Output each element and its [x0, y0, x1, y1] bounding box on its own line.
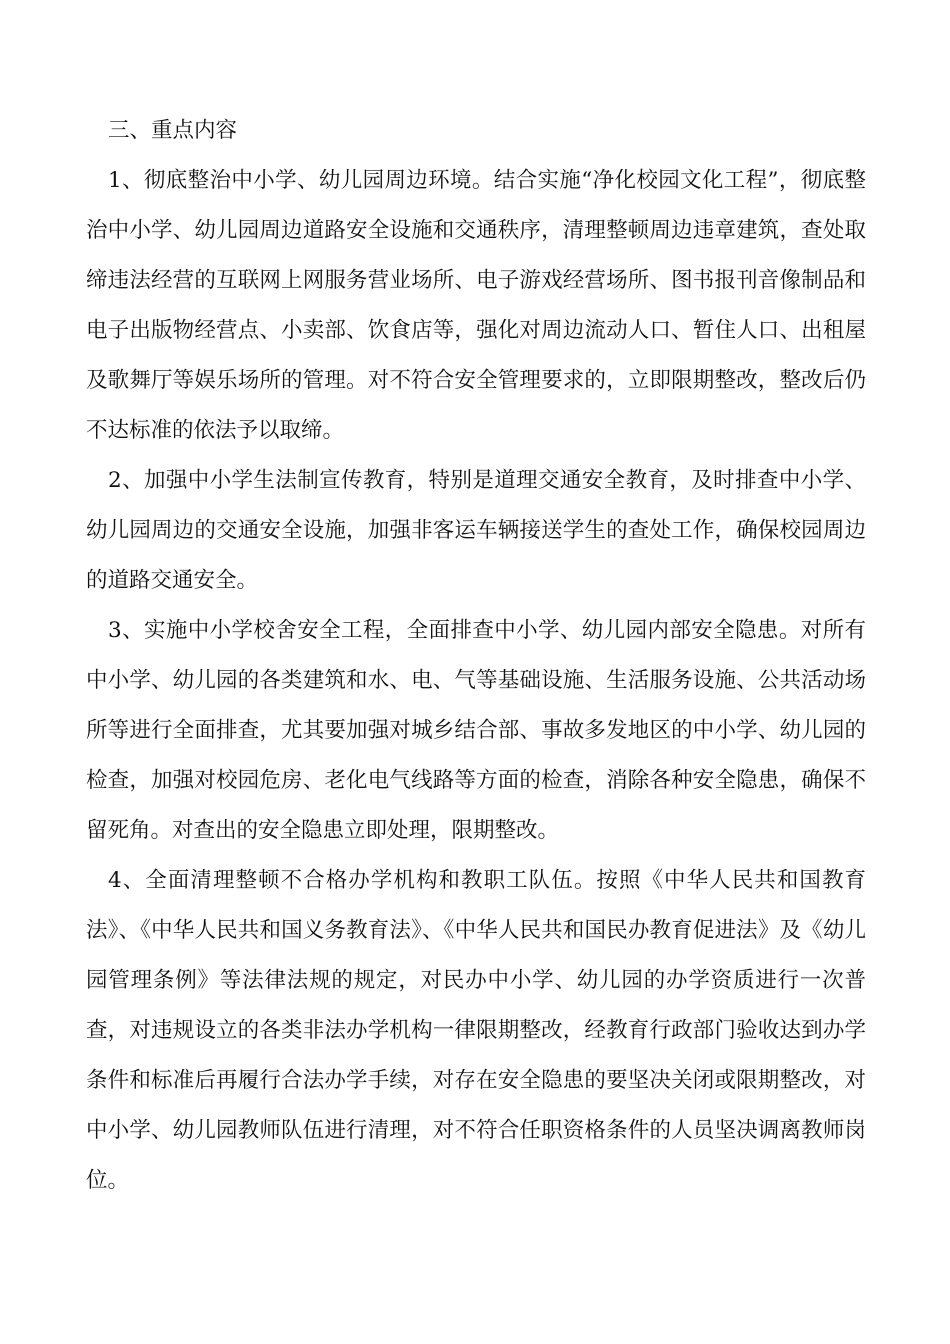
paragraph-4: 4、全面清理整顿不合格办学机构和教职工队伍。按照《中华人民共和国教育法》、《中华人民共和国义务教育法》、《中华人民共和国民办教育促进法》及《幼儿园管理条例》等法律法规的规定，对民办中小学、幼儿园的办学资质进行一次普查，对违规设立的各类非法办学机构一律限期整改，经教育行政部门验收达到办学条件和标准后再履行合法办学手续，对存在安全隐患的要坚决关闭或限期整改，对中小学、幼儿园教师队伍进行清理，对不符合任职资格条件的人员坚决调离教师岗位。: [86, 868, 866, 1193]
paragraph-1: 1、彻底整治中小学、幼儿园周边环境。结合实施“净化校园文化工程”，彻底整治中小学、幼儿园周边道路安全设施和交通秩序，清理整顿周边违章建筑，查处取缔违法经营的互联网上网服务营业场所、电子游戏经营场所、图书报刊音像制品和电子出版物经营点、小卖部、饮食店等，强化对周边流动人口、暂住人口、出租屋及歌舞厅等娱乐场所的管理。对不符合安全管理要求的，立即限期整改，整改后仍不达标准的依法予以取缔。: [86, 168, 866, 443]
paragraph-3: 3、实施中小学校舍安全工程，全面排查中小学、幼儿园内部安全隐患。对所有中小学、幼儿园的各类建筑和水、电、气等基础设施、生活服务设施、公共活动场所等进行全面排查，尤其要加强对城乡结合部、事故多发地区的中小学、幼儿园的检查，加强对校园危房、老化电气线路等方面的检查，消除各种安全隐患，确保不留死角。对查出的安全隐患立即处理，限期整改。: [86, 618, 866, 843]
document-body: [86, 106, 866, 1206]
paragraph-2: 2、加强中小学生法制宣传教育，特别是道理交通安全教育，及时排查中小学、幼儿园周边的交通安全设施，加强非客运车辆接送学生的查处工作，确保校园周边的道路交通安全。: [86, 468, 866, 593]
section-heading: 三、重点内容: [108, 118, 238, 143]
